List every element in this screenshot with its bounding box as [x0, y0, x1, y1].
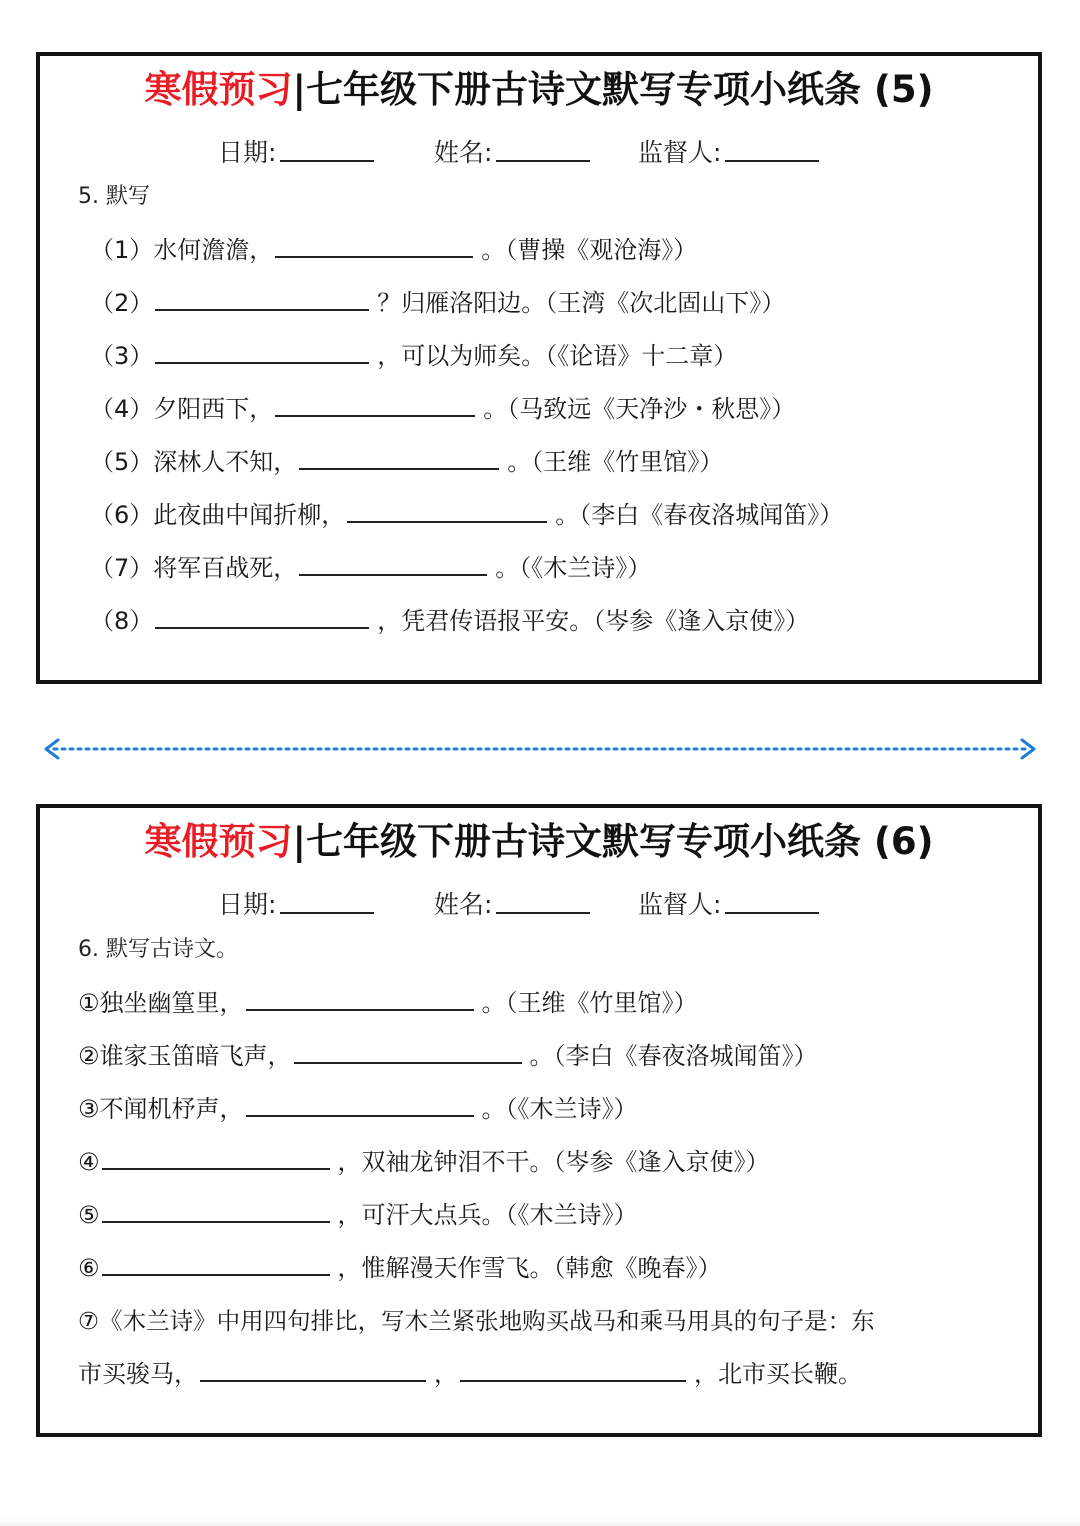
item-prompt: ①独坐幽篁里， [78, 989, 244, 1017]
item-prompt: ③不闻机杼声， [78, 1095, 244, 1123]
list-item [78, 1039, 818, 1073]
item-separator: ， [434, 1360, 458, 1388]
info-line [40, 136, 1038, 170]
item-source: ，可汗大点兵。（《木兰诗》） [337, 1201, 638, 1229]
title-main: |七年级下册古诗文默写专项小纸条 (5) [292, 68, 934, 111]
item-prompt: ⑥ [78, 1254, 100, 1282]
name-blank[interactable] [496, 888, 590, 914]
answer-blank[interactable] [155, 605, 369, 629]
answer-blank[interactable] [155, 287, 369, 311]
supervisor-field[interactable] [638, 136, 721, 170]
date-label: 日期: [218, 138, 277, 167]
item-prompt: （7）将军百战死， [90, 554, 298, 582]
answer-blank[interactable] [155, 340, 369, 364]
answer-blank[interactable] [294, 1040, 522, 1064]
answer-blank[interactable] [102, 1199, 330, 1223]
item-source: 。（李白《春夜洛城闻笛》） [529, 1042, 818, 1070]
item-source: 。（曹操《观沧海》） [481, 236, 698, 264]
answer-blank[interactable] [102, 1146, 330, 1170]
dotted-separator [40, 734, 1040, 764]
item-prompt: （3） [90, 342, 154, 370]
date-field[interactable] [218, 888, 276, 922]
answer-blank[interactable] [275, 393, 475, 417]
list-item [90, 233, 697, 267]
item-prompt: （2） [90, 289, 154, 317]
item-prompt: （1）水何澹澹， [90, 236, 274, 264]
title-main: |七年级下册古诗文默写专项小纸条 (6) [292, 820, 934, 863]
name-field[interactable] [434, 136, 492, 170]
supervisor-field[interactable] [638, 888, 721, 922]
item-source: ，惟解漫天作雪飞。（韩愈《晚春》） [337, 1254, 722, 1282]
title-highlight: 寒假预习 [144, 68, 293, 111]
answer-blank[interactable] [275, 234, 473, 258]
section-heading: 6. 默写古诗文。 [78, 937, 238, 962]
name-field[interactable] [434, 888, 492, 922]
item-source: 。（《木兰诗》） [481, 1095, 638, 1123]
item-prompt: 市买骏马， [78, 1360, 198, 1388]
date-field[interactable] [218, 136, 276, 170]
item-prompt: （5）深林人不知， [90, 448, 298, 476]
list-item [78, 1145, 770, 1179]
answer-blank[interactable] [347, 499, 547, 523]
title-highlight: 寒假预习 [144, 820, 293, 863]
item-source: 。（《木兰诗》） [495, 554, 652, 582]
info-line [40, 888, 1038, 922]
supervisor-blank[interactable] [725, 888, 819, 914]
answer-blank[interactable] [460, 1358, 686, 1382]
list-item [90, 286, 785, 320]
item-source: ，可以为师矣。（《论语》十二章） [377, 342, 738, 370]
card-title [40, 818, 1038, 866]
answer-blank[interactable] [246, 987, 474, 1011]
list-item [78, 1251, 722, 1285]
item-source: 。（马致远《天净沙・秋思》） [483, 395, 796, 423]
list-item [90, 339, 737, 373]
supervisor-label: 监督人: [638, 890, 722, 919]
item-source: 。（王维《竹里馆》） [481, 989, 698, 1017]
item-prompt: （8） [90, 607, 154, 635]
name-label: 姓名: [434, 890, 493, 919]
date-blank[interactable] [280, 888, 374, 914]
item-source: 。（李白《春夜洛城闻笛》） [555, 501, 844, 529]
answer-blank[interactable] [102, 1252, 330, 1276]
date-label: 日期: [218, 890, 277, 919]
page-bottom-edge [0, 1518, 1080, 1526]
answer-blank[interactable] [299, 446, 499, 470]
answer-blank[interactable] [200, 1358, 426, 1382]
section-heading: 5. 默写 [78, 184, 150, 209]
item-source: ，北市买长鞭。 [694, 1360, 862, 1388]
item-prompt: ④ [78, 1148, 100, 1176]
item-prompt: （6）此夜曲中闻折柳， [90, 501, 346, 529]
item-prompt: （4）夕阳西下， [90, 395, 274, 423]
card-title [40, 66, 1038, 114]
supervisor-label: 监督人: [638, 138, 722, 167]
supervisor-blank[interactable] [725, 136, 819, 162]
list-item: ⑦《木兰诗》中用四句排比，写木兰紧张地购买战马和乘马用具的句子是：东 [78, 1307, 875, 1335]
list-item [90, 498, 843, 532]
item-prompt: ②谁家玉笛暗飞声， [78, 1042, 292, 1070]
worksheet-card-6 [36, 804, 1042, 1437]
item-prompt: ⑤ [78, 1201, 100, 1229]
date-blank[interactable] [280, 136, 374, 162]
name-blank[interactable] [496, 136, 590, 162]
list-item [78, 1357, 862, 1391]
item-source: ？归雁洛阳边。（王湾《次北固山下》） [377, 289, 786, 317]
list-item [78, 986, 698, 1020]
answer-blank[interactable] [246, 1093, 474, 1117]
item-source: ，双袖龙钟泪不干。（岑参《逢入京使》） [337, 1148, 770, 1176]
list-item [78, 1198, 638, 1232]
list-item [90, 604, 809, 638]
list-item [90, 551, 651, 585]
item-source: 。（王维《竹里馆》） [507, 448, 724, 476]
item-source: ，凭君传语报平安。（岑参《逢入京使》） [377, 607, 810, 635]
answer-blank[interactable] [299, 552, 487, 576]
list-item [78, 1092, 638, 1126]
list-item [90, 445, 723, 479]
worksheet-card-5 [36, 52, 1042, 684]
list-item [90, 392, 795, 426]
name-label: 姓名: [434, 138, 493, 167]
